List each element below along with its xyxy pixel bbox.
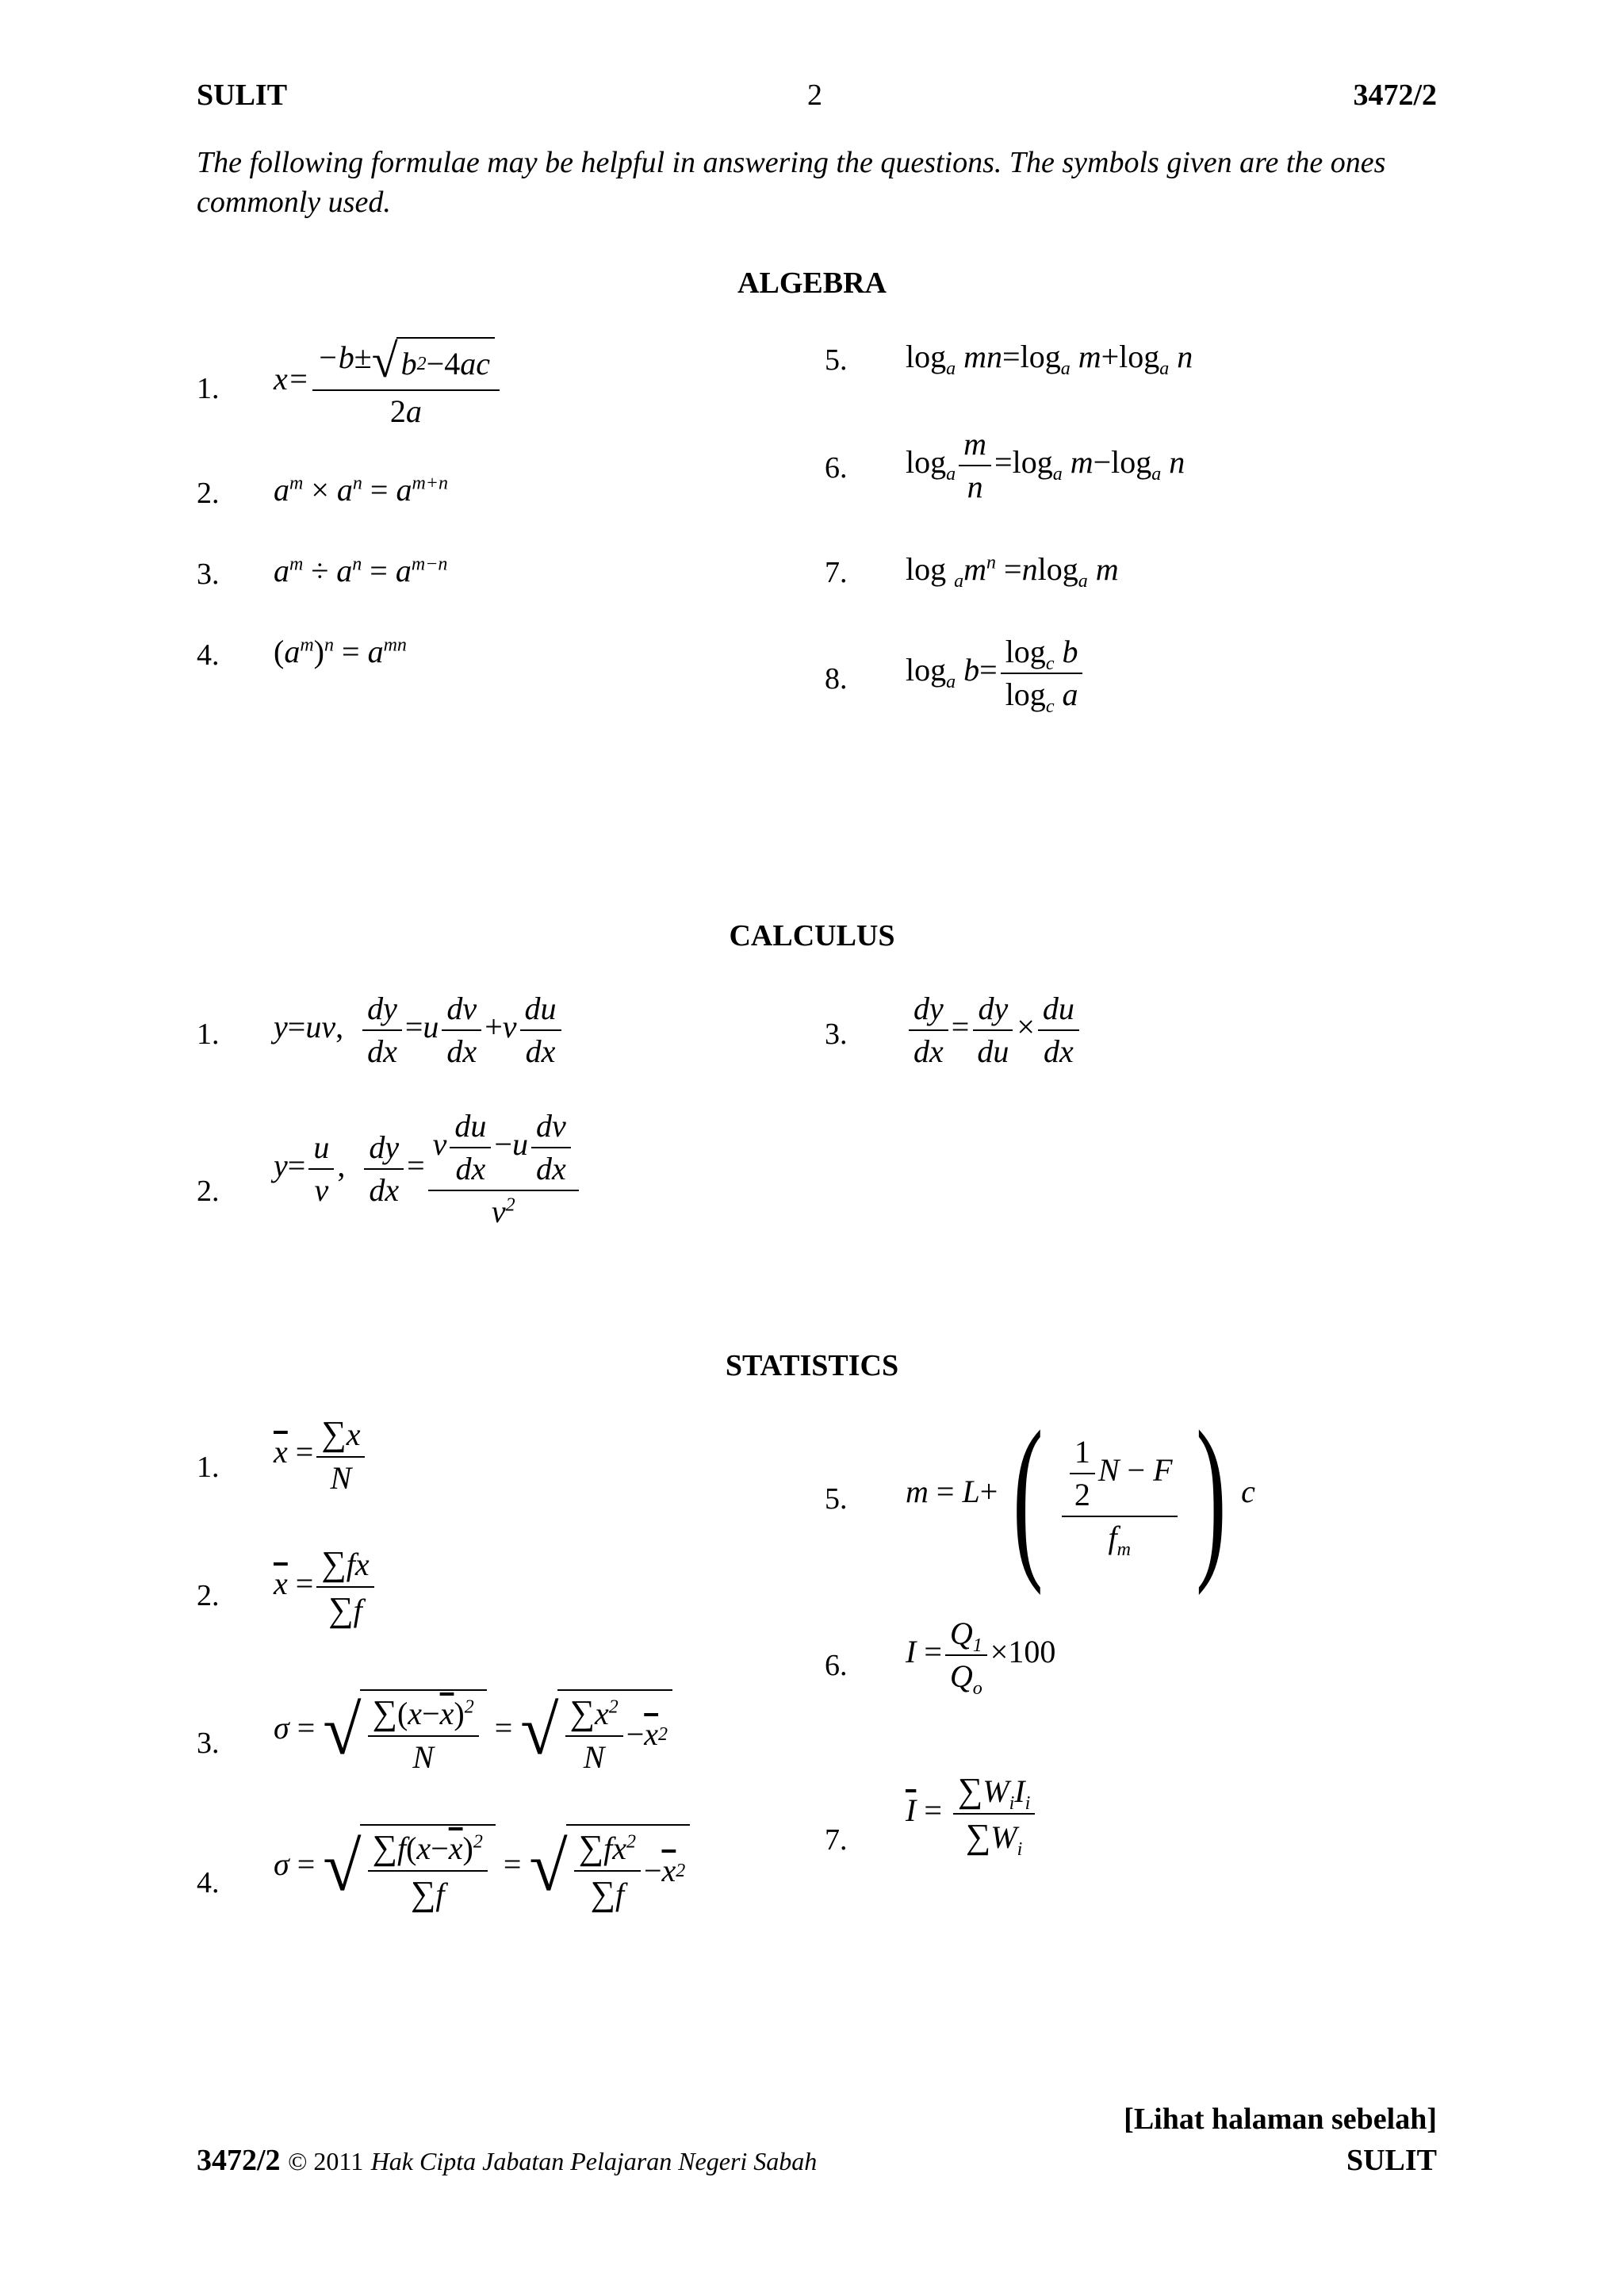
formula-std-dev-ungrouped: σ = √ $\frac{\sum(x-\overline{x})^2}{N}$ = √ $\frac{\sum x^2}{N}$ − $\overline{x}$ 2 [274, 1689, 672, 1773]
statistics-number-1: 1. [197, 1451, 220, 1484]
formula-index-multiply: $a^m \times a^n = a^{m+n}$ [274, 472, 448, 508]
section-statistics-title: STATISTICS [725, 1349, 899, 1382]
header-paper-code: 3472/2 [1353, 79, 1437, 112]
algebra-number-5: 5. [825, 343, 848, 377]
algebra-number-6: 6. [825, 451, 848, 485]
statistics-number-4: 4. [197, 1866, 220, 1899]
formula-index-number: I = $\frac{Q_1}{Q_o}$ ×100 [906, 1616, 1056, 1699]
formula-log-change-base: $\log_a b=$ $\frac{\log_c b}{\log_c a}$ [906, 636, 1086, 711]
formula-composite-index: $\overline{I}$ = $\frac{\sum W_iI_i}{\sum W_i}$ [906, 1773, 1038, 1854]
calculus-number-1: 1. [197, 1018, 220, 1051]
section-calculus-title: CALCULUS [729, 919, 895, 953]
algebra-number-3: 3. [197, 558, 220, 591]
formula-std-dev-grouped: σ = √ $\frac{\sum f(x-\overline{x})^2}{\sum f}$ = √ $\frac{\sum fx^2}{\sum f}$ − $\overline{x}$ 2 [274, 1824, 690, 1911]
calculus-number-3: 3. [825, 1018, 848, 1051]
formula-quadratic: x= −b± √ b 2 −4 ac 2a [274, 337, 503, 427]
intro-text: The following formulae may be helpful in answering the questions. The symbols given are the ones commonly used. [197, 146, 1386, 219]
formula-mean-grouped: $\overline{x}$ = $\frac{\sum fx}{\sum f}$ [274, 1547, 377, 1627]
statistics-number-5: 5. [825, 1482, 848, 1516]
formula-log-quotient: $\log_a$ $\frac{m}{n}$ $=\log_a$ $m-\log_a$ n [906, 426, 1185, 504]
calculus-number-2: 2. [197, 1175, 220, 1208]
formula-chain-rule: $\frac{dy}{dx}$ = $\frac{dy}{du}$ × $\frac{du}{dx}$ [906, 993, 1082, 1068]
formula-median: m = L+( $\frac{1}{2}$ N − F $f_m$ ) c [906, 1393, 1255, 1596]
algebra-number-7: 7. [825, 556, 848, 589]
formula-log-product: $\log_a mn=\log_a$ $m+\log_a$ n [906, 339, 1193, 379]
page-number: 2 [807, 79, 822, 112]
footer-copyright-line [197, 2143, 817, 2178]
header-sulit: SULIT [197, 79, 288, 112]
formula-quotient-rule: y= $\frac{u}{v}$ , $\frac{dy}{dx}$ = v $\frac{du}{dx}$ −u $\frac{dv}{dx}$ $v^2$ [274, 1110, 582, 1228]
formula-log-power: $\log _am^n =nlog_a$ m [906, 551, 1119, 592]
formula-index-power: $(a^m)^n = a^{mn}$ [274, 634, 407, 669]
algebra-number-1: 1. [197, 372, 220, 405]
statistics-number-2: 2. [197, 1579, 220, 1612]
algebra-number-8: 8. [825, 662, 848, 696]
statistics-number-3: 3. [197, 1727, 220, 1760]
statistics-number-6: 6. [825, 1649, 848, 1682]
formula-mean-ungrouped: $\overline{x}$ = $\frac{\sum x}{N}$ [274, 1416, 368, 1494]
statistics-number-7: 7. [825, 1823, 848, 1857]
footer-copyright-year: © 2011 [288, 2147, 364, 2175]
section-algebra-title: ALGEBRA [737, 266, 887, 300]
algebra-number-2: 2. [197, 477, 220, 510]
formula-product-rule: y=uv, $\frac{dy}{dx}$ =u $\frac{dv}{dx}$ +v $\frac{du}{dx}$ [274, 993, 565, 1068]
footer-publisher: Hak Cipta Jabatan Pelajaran Negeri Sabah [370, 2147, 818, 2175]
formula-index-divide: $a^m \div a^n = a^{m-n}$ [274, 553, 448, 588]
footer-next-page: [Lihat halaman sebelah] [1124, 2102, 1437, 2136]
footer-sulit: SULIT [1346, 2144, 1437, 2177]
footer-paper-code: 3472/2 [197, 2144, 281, 2177]
algebra-number-4: 4. [197, 638, 220, 672]
